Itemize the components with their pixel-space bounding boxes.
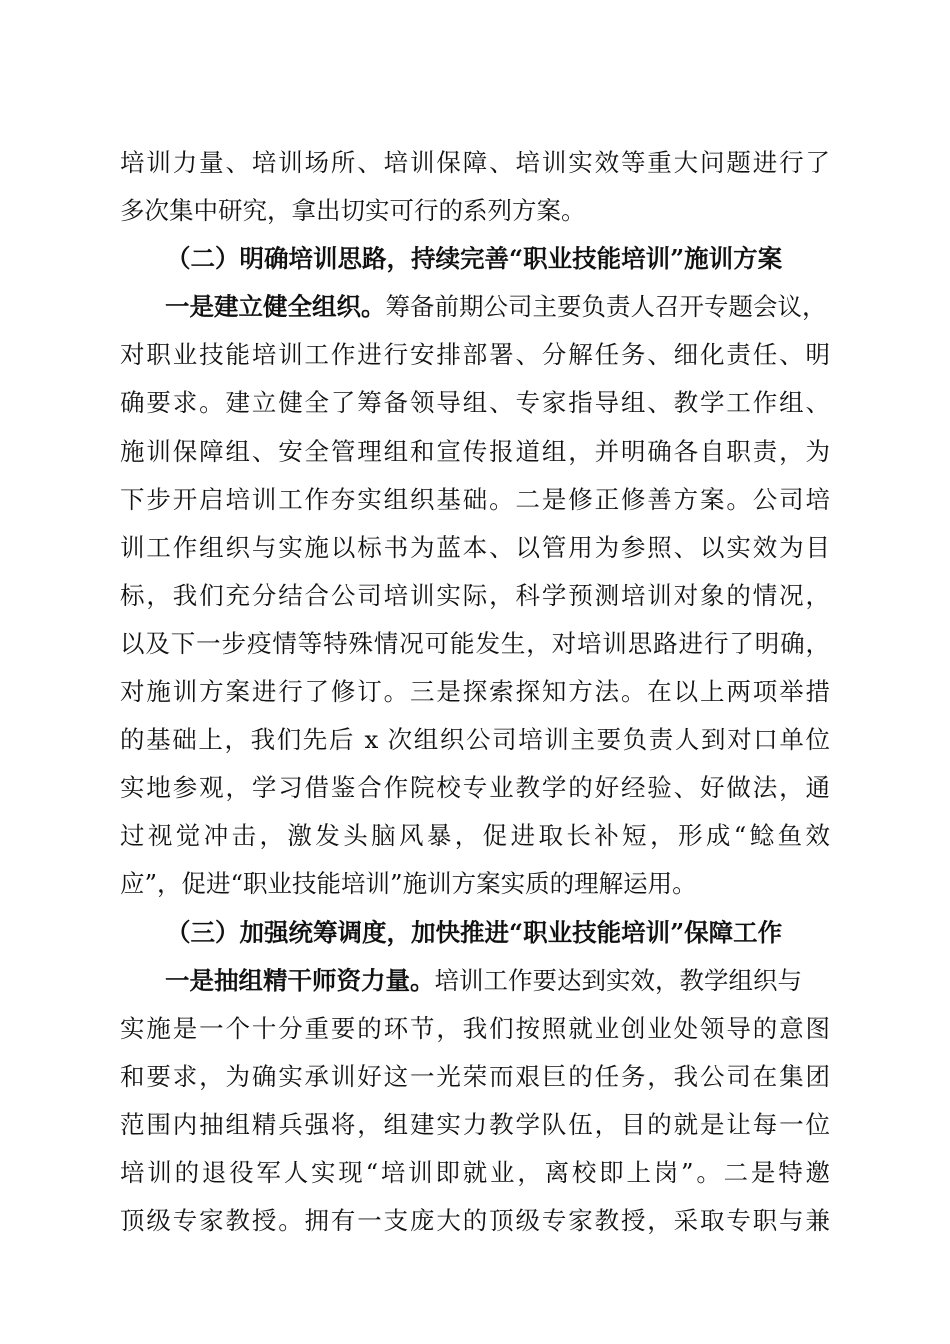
paragraph-text: 培训工作要达到实效，教学组织与	[434, 965, 802, 995]
section-heading: （三）加强统筹调度，加快推进“职业技能培训”保障工作	[166, 917, 783, 947]
text-line: 培训的退役军人实现“培训即就业，离校即上岗”。二是特邀	[120, 1157, 830, 1187]
text-line: 训工作组织与实施以标书为蓝本、以管用为参照、以实效为目	[120, 532, 830, 562]
text-line: 施训保障组、安全管理组和宣传报道组，并明确各自职责，为	[120, 436, 830, 466]
paragraph-text: 筹备前期公司主要负责人召开专题会议，	[385, 292, 827, 322]
text-line: 标，我们充分结合公司培训实际，科学预测培训对象的情况，	[120, 580, 830, 610]
text-line: 和要求，为确实承训好这一光荣而艰巨的任务，我公司在集团	[120, 1061, 830, 1091]
text-line: 实地参观，学习借鉴合作院校专业教学的好经验、好做法，通	[120, 773, 830, 803]
text-line: 确要求。建立健全了筹备领导组、专家指导组、教学工作组、	[120, 388, 830, 418]
text-line: 范围内抽组精兵强将，组建实力教学队伍，目的就是让每一位	[120, 1109, 830, 1139]
text-line: 应”，促进“职业技能培训”施训方案实质的理解运用。	[120, 869, 697, 899]
text-line: 实施是一个十分重要的环节，我们按照就业创业处领导的意图	[120, 1013, 830, 1043]
text-line: 对职业技能培训工作进行安排部署、分解任务、细化责任、明	[120, 340, 830, 370]
text-line: 下步开启培训工作夯实组织基础。二是修正修善方案。公司培	[120, 484, 830, 514]
text-line: 多次集中研究，拿出切实可行的系列方案。	[120, 196, 586, 226]
text-line: 以及下一步疫情等特殊情况可能发生，对培训思路进行了明确，	[120, 628, 830, 658]
paragraph-start	[120, 957, 830, 1005]
text-line: 过视觉冲击，激发头脑风暴，促进取长补短，形成“鲶鱼效	[120, 821, 830, 851]
section-heading: （二）明确培训思路，持续完善“职业技能培训”施训方案	[166, 244, 783, 274]
paragraph-lead: 一是抽组精干师资力量。	[165, 965, 435, 995]
text-line: 培训力量、培训场所、培训保障、培训实效等重大问题进行了	[120, 148, 830, 177]
text-line: 的基础上，我们先后 x 次组织公司培训主要负责人到对口单位	[120, 725, 830, 755]
text-line: 对施训方案进行了修订。三是探索探知方法。在以上两项举措	[120, 677, 830, 707]
paragraph-lead: 一是建立健全组织。	[165, 292, 386, 322]
text-line: 顶级专家教授。拥有一支庞大的顶级专家教授，采取专职与兼	[120, 1206, 830, 1236]
paragraph-start	[120, 283, 830, 331]
document-body	[120, 139, 830, 1245]
